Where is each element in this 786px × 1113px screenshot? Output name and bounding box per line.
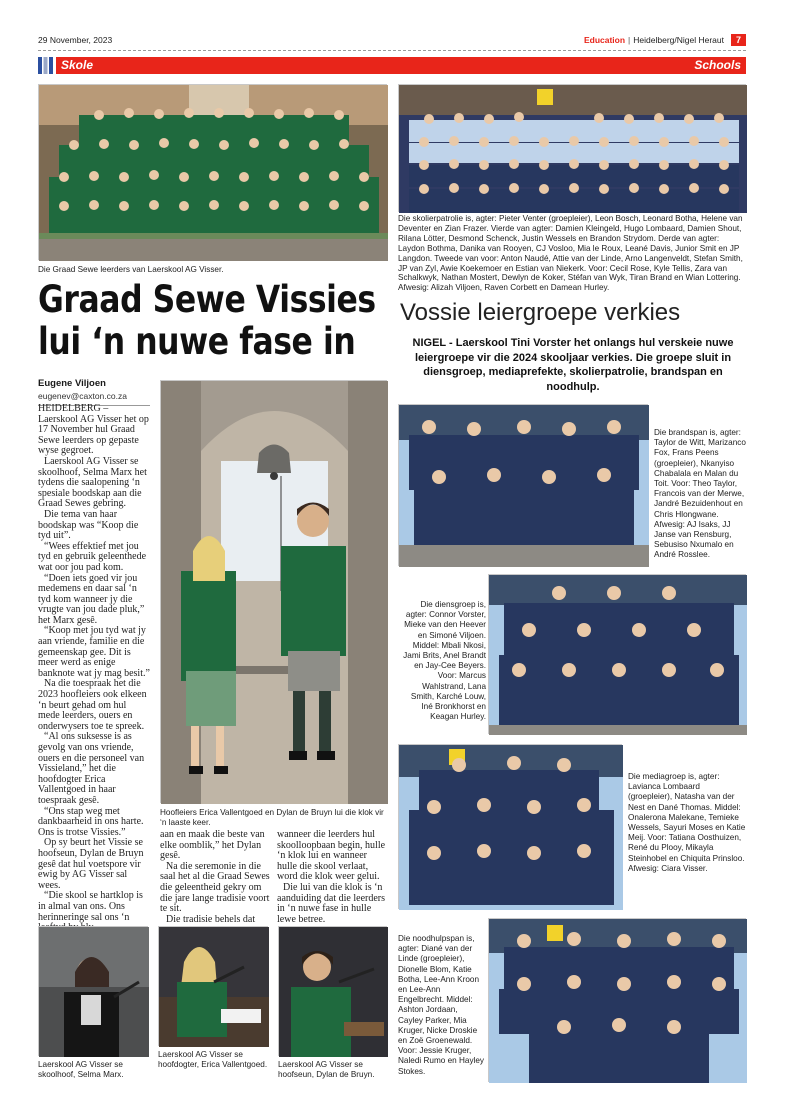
right-intro: NIGEL - Laerskool Tini Vorster het onlangs hul verskeie nuwe leiergroepe vir die 2024 skooljaar verkies. Die groepe sluit in diensgroep, mediaprefekte, skolierpatrolie, brandspan en noodhulp.: [412, 337, 734, 393]
paragraph: “Wees effektief met jou tyd en gebruik geleenthede wat oor jou pad kom.: [38, 540, 147, 573]
section-label: Education: [583, 35, 626, 45]
left-headline: [38, 279, 387, 363]
paragraph: “Al ons suksesse is as gevolg van ons vriende, ouers en die personeel van Vissieland,” het die hoofdogter Erica Vallentgoed in haar toespraak gesê.: [38, 731, 145, 806]
head-boy-caption: Laerskool AG Visser se hoofseun, Dylan de Bruyn.: [278, 1060, 375, 1080]
byline: [38, 378, 150, 406]
first-aid-team-photo: [488, 918, 746, 1082]
article-column-2: [160, 829, 270, 925]
banner-right-label: Schools: [694, 58, 741, 72]
fire-team-photo: [398, 404, 648, 566]
header-separator: |: [628, 35, 631, 45]
group-photo-caption: Die Graad Sewe leerders van Laerskool AG Visser.: [38, 265, 224, 274]
bell-ringing-photo: [160, 380, 387, 803]
media-group-photo: [398, 744, 622, 909]
media-group-caption: Die mediagroep is, agter: Lavianca Lombaard (groepleier), Natasha van der Nest en Dané Thomas. Middel: Onalerona Malekane, Temieke Wessels, Sayuri Moses en Katie Meij. Voor: Tatiana Oosthuizen, René du Plooy, Mikayla Steinhobel en Chiquita Prinsloo. Afwesig: Ciara Visser.: [628, 772, 746, 873]
article-column-3: [277, 829, 387, 925]
headline-line-1: Graad Sewe Vissies: [38, 278, 376, 321]
headline-line-2: lui ‘n nuwe fase in: [38, 320, 356, 363]
paragraph: Die tema van haar boodskap was “Koop die tyd uit”.: [38, 508, 139, 542]
principal-speaking-photo: [38, 926, 148, 1056]
scholar-patrol-photo: [398, 84, 746, 212]
service-group-photo: [488, 574, 746, 734]
page-header: [38, 34, 746, 48]
page-number: 7: [731, 34, 746, 46]
paragraph: Op sy beurt het Vissie se hoofseun, Dylan de Bruyn gesê dat hul voetspore vir ewig by AG Visser sal wees.: [38, 837, 144, 891]
paragraph: “Doen iets goed vir jou medemens en daar sal ‘n tyd kom wanneer jy die vrugte van jou dade pluk,” het Marx gesê.: [38, 572, 145, 626]
paragraph: “Koop met jou tyd wat jy aan vriende, familie en die gemeenskap gee. Dit is meer werd as enige banknote wat jy mag besit.”: [38, 625, 150, 679]
principal-caption: Laerskool AG Visser se skoolhoof, Selma Marx.: [38, 1060, 124, 1080]
paragraph: “Ons stap weg met dankbaarheid in ons harte. Ons is trotse Vissies.”: [38, 805, 144, 838]
paragraph: “Die skool se hartklop is in almal van ons. Ons herinneringe sal ons ‘n: [38, 890, 143, 923]
publication-name: Heidelberg/Nigel Heraut: [633, 35, 724, 45]
service-group-caption: Die diensgroep is, agter: Connor Vorster, Mieke van den Heever en Simoné Viljoen. Middel: Mbali Nkosi, Jami Brits, Anel Brandt en Jay-Cee Beyers. Voor: Marcus Wahlstrand, Lana Smith, Karché Louw, Iné Bronkhorst en Keagan Hurley.: [403, 600, 486, 722]
paragraph: Die tradisie behels dat: [166, 913, 256, 925]
paragraph: aan en maak die beste van elke oomblik,” het Dylan gesê.: [160, 829, 265, 862]
header-rule: [38, 50, 746, 51]
head-girl-caption: Laerskool AG Visser se hoofdogter, Erica Vallentgoed.: [158, 1050, 268, 1070]
right-headline: Vossie leiergroepe verkies: [400, 299, 681, 326]
paragraph: Laerskool AG Visser se skoolhoof, Selma Marx het tydens die saalopening ‘n spesiale boodskap aan die Graad Sewes gebring.: [38, 455, 147, 510]
patrol-caption: Die skolierpatrolie is, agter: Pieter Venter (groepleier), Leon Bosch, Leonard Botha, Helene van Deventer en Zian Frazer. Vierde van agter: Damien Kleingeld, Hugo Lombaard, Damien Shout, Rilana Lötter, Desmond Schenck, Justin Wessels en Brandon Strydom. Derde van agter: Laydon Bothma, Danika van Rooyen, CJ Vosloo, Mia le Roux, Leané Davis, Junior Smit en JP Langdon. Tweede van voor: Anton Naudé, Attie van der Linde, Arno Langenveldt, Stefan Smith, JP van Zyl, Awie Koekemoer en Estian van Niekerk. Voor: Cecil Rose, Kyle Tellis, Zara van Schalkwyk, Nathan Mostert, Dewlyn de Koker, Stéfan van Wyk, Tiran Brand en Wian Lottering. Afwesig: Alizah Viljoen, Raven Corbett en Damean Hurley.: [398, 214, 743, 293]
paragraph: wanneer die leerders hul skoolloopbaan begin, hulle ‘n klok lui en wanneer hulle die skool verlaat, word die klok weer gelui.: [277, 829, 386, 883]
banner-stripes-icon: [38, 57, 53, 74]
byline-email: eugenev@caxton.co.za: [38, 391, 127, 401]
article-column-1: [38, 403, 150, 923]
paragraph: HEIDELBERG – Laerskool AG Visser het op 17 November hul Graad Sewe leerders op gepaste wyse gegroet.: [38, 403, 149, 457]
grade-seven-group-photo: [38, 84, 387, 260]
first-aid-caption: Die noodhulpspan is, agter: Diané van der Linde (groepleier), Dionelle Blom, Katie Botha, Lee-Ann Kroon en Lee-Ann Engelbrecht. Middel: Ashton Jordaan, Cayley Parker, Mia Kruger, Nicke Droskie en Zoë Groenewald. Voor: Jessie Kruger, Naledi Rumo en Hayley Stokes.: [398, 934, 485, 1076]
paragraph: Na die seremonie in die saal het al die Graad Sewes die geleentheid gekry om die jare lange tradisie voort te sit.: [160, 860, 270, 915]
head-boy-speaking-photo: [278, 926, 387, 1056]
head-girl-speaking-photo: [158, 926, 268, 1046]
banner-left-label: Skole: [61, 58, 94, 72]
byline-name: Eugene Viljoen: [38, 378, 106, 389]
section-banner: [56, 57, 746, 74]
bell-photo-caption: Hoofleiers Erica Vallentgoed en Dylan de Bruyn lui die klok vir ‘n laaste keer.: [160, 808, 384, 828]
fire-team-caption: Die brandspan is, agter: Taylor de Witt, Marizanco Fox, Frans Peens (groepleier), Nkanyiso Chabalala en Malan du Toit. Voor: Theo Taylor, Francois van der Merwe, Jandré Bezuidenhout en Chris Hlongwane. Afwesig: AJ Isaks, JJ Janse van Rensburg, Sebusiso Nxumalo en André Rosslee.: [654, 428, 746, 560]
paragraph: Na die toespraak het die 2023 hoofleiers ook elkeen ‘n beurt gehad om hul mede leerders, ouers en onderwysers toe te spreek.: [38, 678, 147, 732]
issue-date: 29 November, 2023: [38, 35, 113, 45]
paragraph: Die lui van die klok is ‘n aanduiding dat die leerders in ‘n nuwe fase in hulle lewe betree.: [277, 881, 386, 925]
